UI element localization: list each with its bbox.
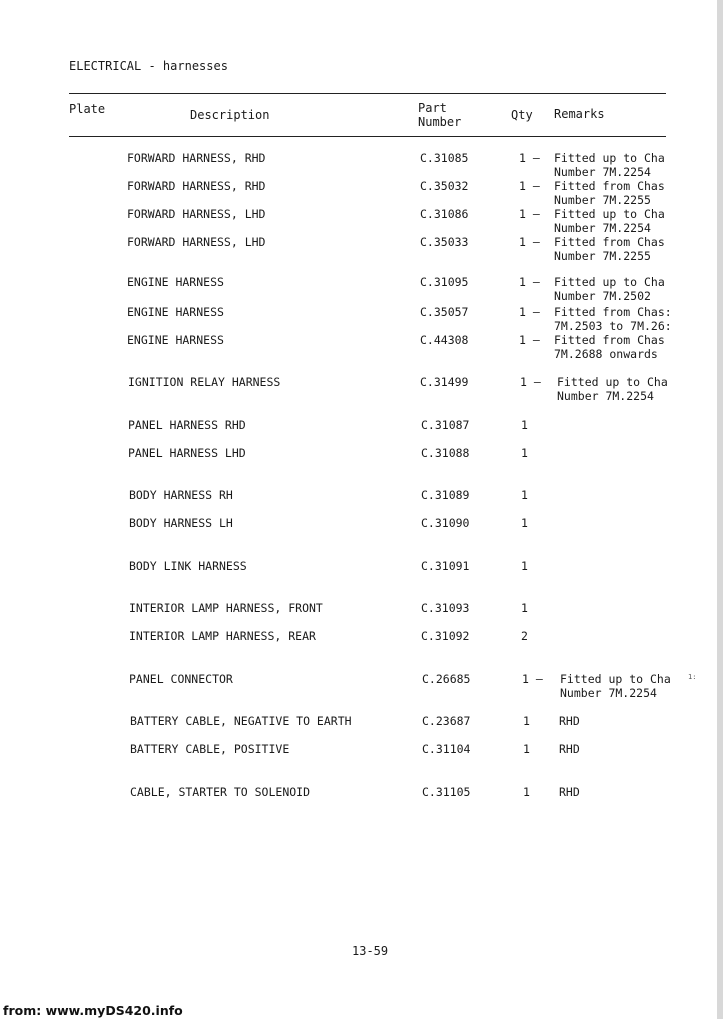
row-qty: 1 – [519,207,540,221]
source-footer: from: www.myDS420.info [3,1003,183,1018]
row-remark-line1: Fitted up to Cha [560,672,671,686]
row-qty: 1 — [522,672,543,686]
row-remark-line2: 7M.2503 to 7M.26: [554,319,672,333]
header-plate: Plate [69,102,106,116]
row-remark-line2: Number 7M.2502 [554,289,651,303]
row-remark-line2: Number 7M.2255 [554,193,651,207]
table-row [0,742,723,772]
row-remark-line2: 7M.2688 onwards [554,347,658,361]
row-qty: 1 [521,559,528,573]
table-row [0,516,723,546]
row-description: PANEL HARNESS RHD [128,418,246,432]
row-description: PANEL CONNECTOR [129,672,233,686]
table-row [0,418,723,448]
table-row [0,179,723,209]
row-description: BATTERY CABLE, NEGATIVE TO EARTH [130,714,352,728]
table-row [0,446,723,476]
row-qty: 1 [523,714,530,728]
row-part-number: C.26685 [422,672,471,686]
row-description: CABLE, STARTER TO SOLENOID [130,785,311,799]
row-qty: 1 — [519,275,540,289]
row-part-number: C.31087 [421,418,470,432]
row-description: BATTERY CABLE, POSITIVE [130,742,290,756]
row-remark-line1: Fitted from Chas [554,333,665,347]
row-remark-line1: Fitted from Chas [554,179,665,193]
table-row [0,333,723,363]
row-description: FORWARD HARNESS, LHD [127,207,266,221]
row-part-number: C.31090 [421,516,470,530]
row-part-number: C.31086 [420,207,469,221]
row-part-number: C.31092 [421,629,470,643]
row-remark-line1: Fitted up to Cha [554,151,665,165]
table-row [0,629,723,659]
row-qty: 1 [521,418,528,432]
table-row [0,151,723,181]
header-qty: Qty [511,108,533,122]
header-top-rule [69,93,666,94]
table-row [0,275,723,305]
row-qty: 1 [523,742,530,756]
table-row [0,559,723,589]
row-description: PANEL HARNESS LHD [128,446,246,460]
row-remark-line1: Fitted up to Cha [554,275,665,289]
table-row [0,672,723,702]
row-part-number: C.31105 [422,785,471,799]
row-remark-line1: RHD [559,785,580,799]
row-remark-line1: RHD [559,742,580,756]
row-part-number: C.31093 [421,601,470,615]
row-part-number: C.31104 [422,742,471,756]
row-part-number: C.23687 [422,714,471,728]
row-description: FORWARD HARNESS, RHD [127,151,266,165]
header-remarks: Remarks [554,107,605,121]
row-remark-line1: Fitted up to Cha [554,207,665,221]
row-qty: 1 [521,488,528,502]
row-qty: 2 [521,629,528,643]
row-part-number: C.31091 [421,559,470,573]
table-row [0,785,723,815]
header-bottom-rule [69,136,666,137]
row-description: FORWARD HARNESS, LHD [127,235,266,249]
row-qty: 1 — [519,333,540,347]
row-qty: 1 — [520,375,541,389]
row-remark-line2: Number 7M.2254 [557,389,654,403]
row-description: BODY HARNESS LH [129,516,233,530]
row-part-number: C.31088 [421,446,470,460]
header-description: Description [190,108,270,122]
table-row [0,207,723,237]
row-remark-line1: Fitted up to Cha [557,375,668,389]
row-remark-line2: Number 7M.2254 [560,686,657,700]
table-row [0,375,723,405]
row-remark-line1: Fitted from Chas [554,235,665,249]
row-description: ENGINE HARNESS [127,275,224,289]
header-part-line1: Part [418,101,447,115]
row-description: INTERIOR LAMP HARNESS, FRONT [129,601,323,615]
section-title: ELECTRICAL - harnesses [69,59,228,73]
row-qty: 1 – [519,179,540,193]
row-remark-line1: Fitted from Chas: [554,305,672,319]
row-qty: 1 [521,446,528,460]
row-qty: 1 — [519,305,540,319]
margin-mark: 1: [688,673,697,681]
row-qty: 1 – [519,235,540,249]
row-description: ENGINE HARNESS [127,305,224,319]
table-row [0,235,723,265]
row-remark-line2: Number 7M.2255 [554,249,651,263]
row-description: BODY HARNESS RH [129,488,233,502]
row-remark-line1: RHD [559,714,580,728]
table-row [0,714,723,744]
row-part-number: C.35057 [420,305,469,319]
row-qty: 1 [521,516,528,530]
row-remark-line2: Number 7M.2254 [554,165,651,179]
row-remark-line2: Number 7M.2254 [554,221,651,235]
row-part-number: C.31085 [420,151,469,165]
header-part-line2: Number [418,115,462,129]
row-qty: 1 [521,601,528,615]
row-description: IGNITION RELAY HARNESS [128,375,281,389]
page-number: 13-59 [352,944,389,958]
row-qty: 1 [523,785,530,799]
row-qty: 1 – [519,151,540,165]
table-row [0,488,723,518]
table-row [0,305,723,335]
row-part-number: C.31089 [421,488,470,502]
row-part-number: C.44308 [420,333,469,347]
row-description: ENGINE HARNESS [127,333,224,347]
row-part-number: C.31095 [420,275,469,289]
row-part-number: C.31499 [420,375,469,389]
row-description: BODY LINK HARNESS [129,559,247,573]
table-row [0,601,723,631]
row-description: INTERIOR LAMP HARNESS, REAR [129,629,316,643]
row-part-number: C.35032 [420,179,469,193]
row-part-number: C.35033 [420,235,469,249]
row-description: FORWARD HARNESS, RHD [127,179,266,193]
